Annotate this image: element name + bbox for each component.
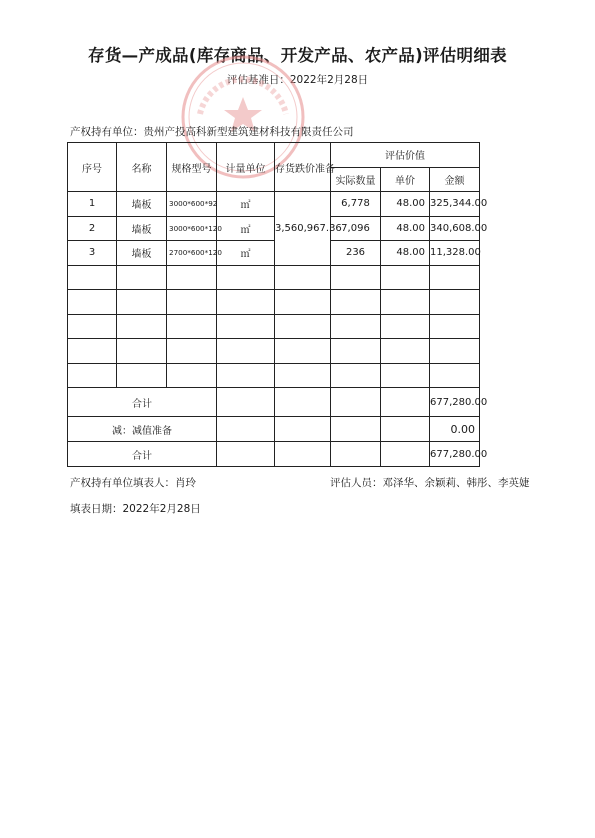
cell-amount: 325,344.00: [430, 192, 480, 217]
base-date: 评估基准日：2022年2月28日: [226, 74, 369, 86]
subtotal-amount: 677,280.00: [430, 388, 480, 417]
cell-amount: 11,328.00: [430, 241, 480, 266]
header-unit: 计量单位: [217, 143, 275, 192]
valuation-detail-table: [67, 142, 488, 467]
total-amount: 677,280.00: [430, 442, 480, 467]
header-amount: 金额: [430, 167, 480, 192]
cell-name: 墙板: [117, 216, 167, 241]
empty-row: [68, 363, 480, 388]
cell-price: 48.00: [381, 216, 430, 241]
empty-row: [68, 290, 480, 315]
cell-seq: 2: [68, 216, 117, 241]
table-row: [68, 216, 480, 241]
cell-price: 48.00: [381, 192, 430, 217]
impairment-row: [68, 417, 480, 442]
cell-spec: 3000*600*120: [167, 216, 217, 241]
empty-row: [68, 339, 480, 364]
cell-amount: 340,608.00: [430, 216, 480, 241]
header-name: 名称: [117, 143, 167, 192]
cell-qty: 236: [331, 241, 381, 266]
document-title: 存货—产成品(库存商品、开发产品、农产品)评估明细表: [88, 46, 507, 65]
table-row: [68, 241, 480, 266]
header-eval-value: 评估价值: [331, 143, 480, 168]
subtotal-label: 合计: [68, 388, 217, 417]
header-provision: 存货跌价准备: [275, 143, 331, 192]
empty-row: [68, 314, 480, 339]
cell-price: 48.00: [381, 241, 430, 266]
subtotal-row: [68, 388, 480, 417]
empty-row: [68, 265, 480, 290]
header-qty: 实际数量: [331, 167, 381, 192]
impairment-amount: 0.00: [430, 417, 480, 442]
cell-name: 墙板: [117, 241, 167, 266]
cell-provision: 3,560,967.36: [275, 192, 331, 266]
fill-date: 填表日期：2022年2月28日: [70, 503, 201, 515]
total-label: 合计: [68, 442, 217, 467]
table-row: [68, 192, 480, 217]
owner-unit: 产权持有单位：贵州产投高科新型建筑建材科技有限责任公司: [70, 126, 354, 138]
cell-unit: ㎡: [217, 216, 275, 241]
header-seq: 序号: [68, 143, 117, 192]
appraisers: 评估人员：邓泽华、余颖莉、韩彤、李英婕: [330, 477, 530, 489]
header-row-1: [68, 143, 480, 168]
total-row: [68, 442, 480, 467]
header-price: 单价: [381, 167, 430, 192]
form-filler: 产权持有单位填表人：肖玲: [70, 477, 196, 489]
cell-seq: 3: [68, 241, 117, 266]
cell-qty: 7,096: [331, 216, 381, 241]
impairment-label: 减：减值准备: [68, 417, 217, 442]
cell-name: 墙板: [117, 192, 167, 217]
cell-spec: 3000*600*92: [167, 192, 217, 217]
cell-spec: 2700*600*120: [167, 241, 217, 266]
cell-qty: 6,778: [331, 192, 381, 217]
header-spec: 规格型号: [167, 143, 217, 192]
cell-unit: ㎡: [217, 241, 275, 266]
cell-seq: 1: [68, 192, 117, 217]
cell-unit: ㎡: [217, 192, 275, 217]
